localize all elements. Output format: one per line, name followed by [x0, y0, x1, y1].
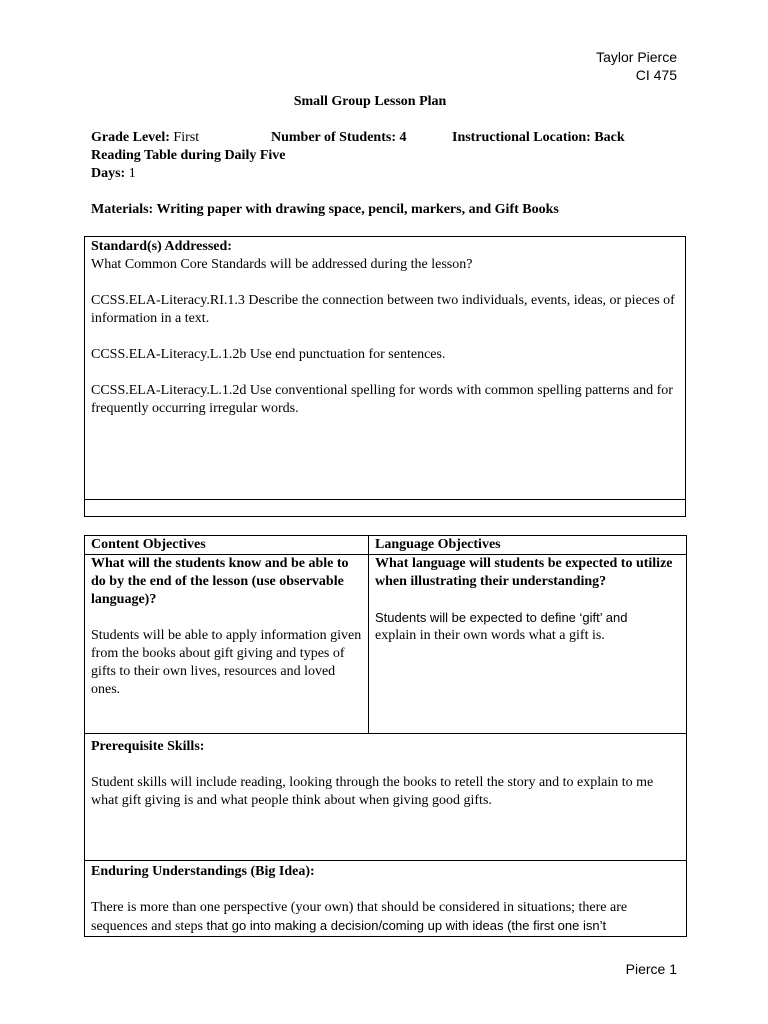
- header-author-block: [596, 48, 677, 84]
- location-label: Instructional Location:: [452, 130, 591, 145]
- enduring-text-serif: There is more than one perspective (your own) that should be considered in situations; there are sequences and steps: [91, 900, 628, 934]
- standard-item: CCSS.ELA-Literacy.L.1.2d Use conventional spelling for words with common spelling patterns and for frequently occurring irregular words.: [91, 383, 673, 416]
- standards-heading: Standard(s) Addressed:: [91, 239, 232, 254]
- author-name: Taylor Pierce: [596, 49, 677, 65]
- standards-footer-row: [85, 499, 685, 518]
- standards-question: What Common Core Standards will be addressed during the lesson?: [91, 257, 473, 272]
- page-footer: Pierce 1: [625, 961, 677, 977]
- standard-item: CCSS.ELA-Literacy.L.1.2b Use end punctuation for sentences.: [91, 347, 446, 362]
- days-value: 1: [128, 166, 136, 181]
- location-value-continued: Reading Table during Daily Five: [91, 148, 286, 163]
- enduring-understandings-cell: [85, 861, 687, 937]
- prerequisite-skills-cell: [85, 734, 687, 861]
- language-objectives-header: Language Objectives: [369, 536, 687, 555]
- students-label: Number of Students:: [271, 130, 396, 145]
- lesson-info: [91, 129, 691, 183]
- enduring-text: [91, 899, 680, 936]
- language-objectives-question: What language will students be expected to utilize when illustrating their understanding?: [375, 556, 673, 589]
- location-value: Back: [594, 130, 625, 145]
- materials-line: Materials: Writing paper with drawing space, pencil, markers, and Gift Books: [91, 202, 559, 217]
- enduring-heading: Enduring Understandings (Big Idea):: [91, 864, 315, 879]
- standards-box: [84, 236, 686, 517]
- content-objectives-answer: Students will be able to apply information given from the books about gift giving and types of gifts to their own lives, resources and loved ones.: [91, 628, 362, 697]
- content-objectives-question: What will the students know and be able to do by the end of the lesson (use observable language)?: [91, 556, 349, 607]
- prerequisite-heading: Prerequisite Skills:: [91, 739, 205, 754]
- document-title: Small Group Lesson Plan: [293, 94, 447, 109]
- language-objectives-answer-line2: explain in their own words what a gift is.: [375, 628, 605, 643]
- standard-item: CCSS.ELA-Literacy.RI.1.3 Describe the connection between two individuals, events, ideas, or pieces of information in a text.: [91, 293, 675, 326]
- language-objectives-cell: [369, 555, 687, 734]
- content-objectives-cell: [85, 555, 369, 734]
- prerequisite-text: Student skills will include reading, looking through the books to retell the story and to explain to me what gift giving is and what people think about when giving good gifts.: [91, 775, 654, 808]
- days-label: Days:: [91, 166, 126, 181]
- enduring-text-sans: that go into making a decision/coming up with ideas (the first one isn’t: [206, 918, 607, 933]
- students-value: 4: [399, 130, 407, 145]
- objectives-table: [84, 535, 687, 937]
- language-objectives-answer-line1: Students will be expected to define ‘gift’ and: [375, 610, 628, 625]
- content-objectives-header: Content Objectives: [85, 536, 369, 555]
- course-code: CI 475: [635, 67, 677, 83]
- grade-label: Grade Level:: [91, 130, 170, 145]
- grade-value: First: [173, 130, 200, 145]
